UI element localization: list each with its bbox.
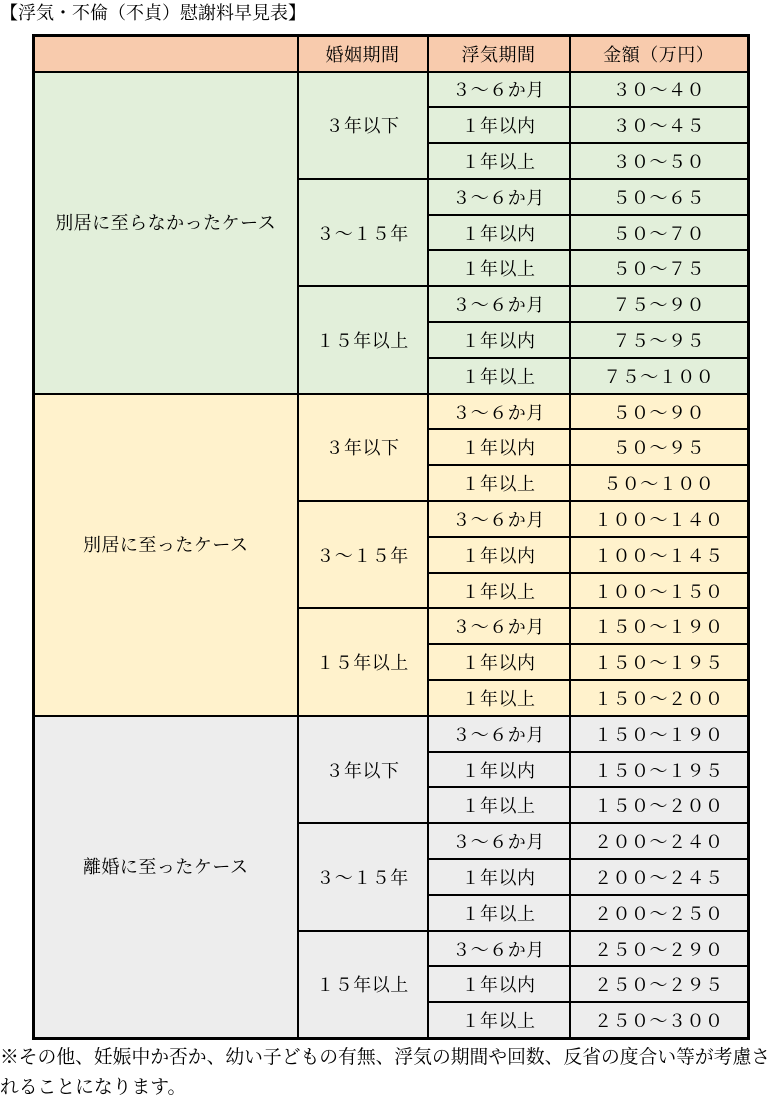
marriage-period-cell: ３年以下 xyxy=(298,716,428,823)
case-label-cell: 離婚に至ったケース xyxy=(34,716,298,1038)
affair-period-cell: ３～６か月 xyxy=(428,72,570,108)
affair-period-cell: １年以内 xyxy=(428,752,570,788)
affair-period-cell: ３～６か月 xyxy=(428,823,570,859)
amount-cell: ２５０～３００ xyxy=(570,1002,749,1038)
affair-period-cell: ３～６か月 xyxy=(428,179,570,215)
affair-period-cell: １年以内 xyxy=(428,859,570,895)
amount-cell: ７５～９５ xyxy=(570,322,749,358)
compensation-table xyxy=(32,34,750,1040)
marriage-period-cell: １５年以上 xyxy=(298,608,428,715)
affair-period-cell: １年以内 xyxy=(428,322,570,358)
marriage-period-cell: ３年以下 xyxy=(298,394,428,501)
marriage-period-cell: ３年以下 xyxy=(298,72,428,179)
marriage-period-cell: １５年以上 xyxy=(298,286,428,393)
case-label-cell: 別居に至ったケース xyxy=(34,394,298,716)
affair-period-cell: １年以上 xyxy=(428,250,570,286)
amount-cell: １００～１４０ xyxy=(570,501,749,537)
case-label-cell: 別居に至らなかったケース xyxy=(34,72,298,394)
amount-cell: １５０～１９５ xyxy=(570,644,749,680)
amount-cell: ２００～２５０ xyxy=(570,895,749,931)
footnote: ※その他、妊娠中か否か、幼い子どもの有無、浮気の期間や回数、反省の度合い等が考慮されることになります。 xyxy=(0,1047,771,1098)
affair-period-cell: １年以上 xyxy=(428,1002,570,1038)
affair-period-cell: １年以上 xyxy=(428,787,570,823)
marriage-period-cell: ３～１５年 xyxy=(298,823,428,930)
amount-cell: ３０～５０ xyxy=(570,143,749,179)
amount-cell: ２００～２４５ xyxy=(570,859,749,895)
amount-cell: ５０～１００ xyxy=(570,465,749,501)
amount-cell: １００～１４５ xyxy=(570,537,749,573)
affair-period-cell: １年以上 xyxy=(428,358,570,394)
amount-cell: ７５～９０ xyxy=(570,286,749,322)
amount-cell: ７５～１００ xyxy=(570,358,749,394)
amount-cell: ３０～４５ xyxy=(570,107,749,143)
header-amount: 金額（万円） xyxy=(570,36,749,72)
header-marriage-period: 婚姻期間 xyxy=(298,36,428,72)
affair-period-cell: １年以内 xyxy=(428,429,570,465)
affair-period-cell: １年以上 xyxy=(428,573,570,609)
header-row xyxy=(34,36,749,72)
affair-period-cell: １年以上 xyxy=(428,895,570,931)
marriage-period-cell: ３～１５年 xyxy=(298,501,428,608)
affair-period-cell: １年以上 xyxy=(428,465,570,501)
table-header xyxy=(34,36,749,72)
amount-cell: １５０～１９０ xyxy=(570,608,749,644)
table-body xyxy=(34,72,749,1039)
amount-cell: ５０～７５ xyxy=(570,250,749,286)
amount-cell: １５０～２００ xyxy=(570,680,749,716)
affair-period-cell: ３～６か月 xyxy=(428,501,570,537)
amount-cell: １５０～１９５ xyxy=(570,752,749,788)
header-corner-cell xyxy=(34,36,298,72)
amount-cell: ２５０～２９５ xyxy=(570,966,749,1002)
marriage-period-cell: ３～１５年 xyxy=(298,179,428,286)
affair-period-cell: １年以上 xyxy=(428,680,570,716)
affair-period-cell: １年以上 xyxy=(428,143,570,179)
affair-period-cell: ３～６か月 xyxy=(428,286,570,322)
amount-cell: １５０～２００ xyxy=(570,787,749,823)
amount-cell: ５０～６５ xyxy=(570,179,749,215)
table-row xyxy=(34,72,749,108)
affair-period-cell: ３～６か月 xyxy=(428,931,570,967)
affair-period-cell: １年以内 xyxy=(428,537,570,573)
affair-period-cell: ３～６か月 xyxy=(428,716,570,752)
affair-period-cell: ３～６か月 xyxy=(428,394,570,430)
affair-period-cell: １年以内 xyxy=(428,644,570,680)
affair-period-cell: ３～６か月 xyxy=(428,608,570,644)
affair-period-cell: １年以内 xyxy=(428,107,570,143)
affair-period-cell: １年以内 xyxy=(428,215,570,251)
affair-period-cell: １年以内 xyxy=(428,966,570,1002)
header-affair-period: 浮気期間 xyxy=(428,36,570,72)
marriage-period-cell: １５年以上 xyxy=(298,931,428,1038)
table-row xyxy=(34,394,749,430)
amount-cell: ５０～９０ xyxy=(570,394,749,430)
page-title: 【浮気・不倫（不貞）慰謝料早見表】 xyxy=(0,3,306,24)
amount-cell: ３０～４０ xyxy=(570,72,749,108)
amount-cell: ２００～２４０ xyxy=(570,823,749,859)
amount-cell: １５０～１９０ xyxy=(570,716,749,752)
table-row xyxy=(34,716,749,752)
amount-cell: ２５０～２９０ xyxy=(570,931,749,967)
amount-cell: ５０～７０ xyxy=(570,215,749,251)
amount-cell: ５０～９５ xyxy=(570,429,749,465)
amount-cell: １００～１５０ xyxy=(570,573,749,609)
